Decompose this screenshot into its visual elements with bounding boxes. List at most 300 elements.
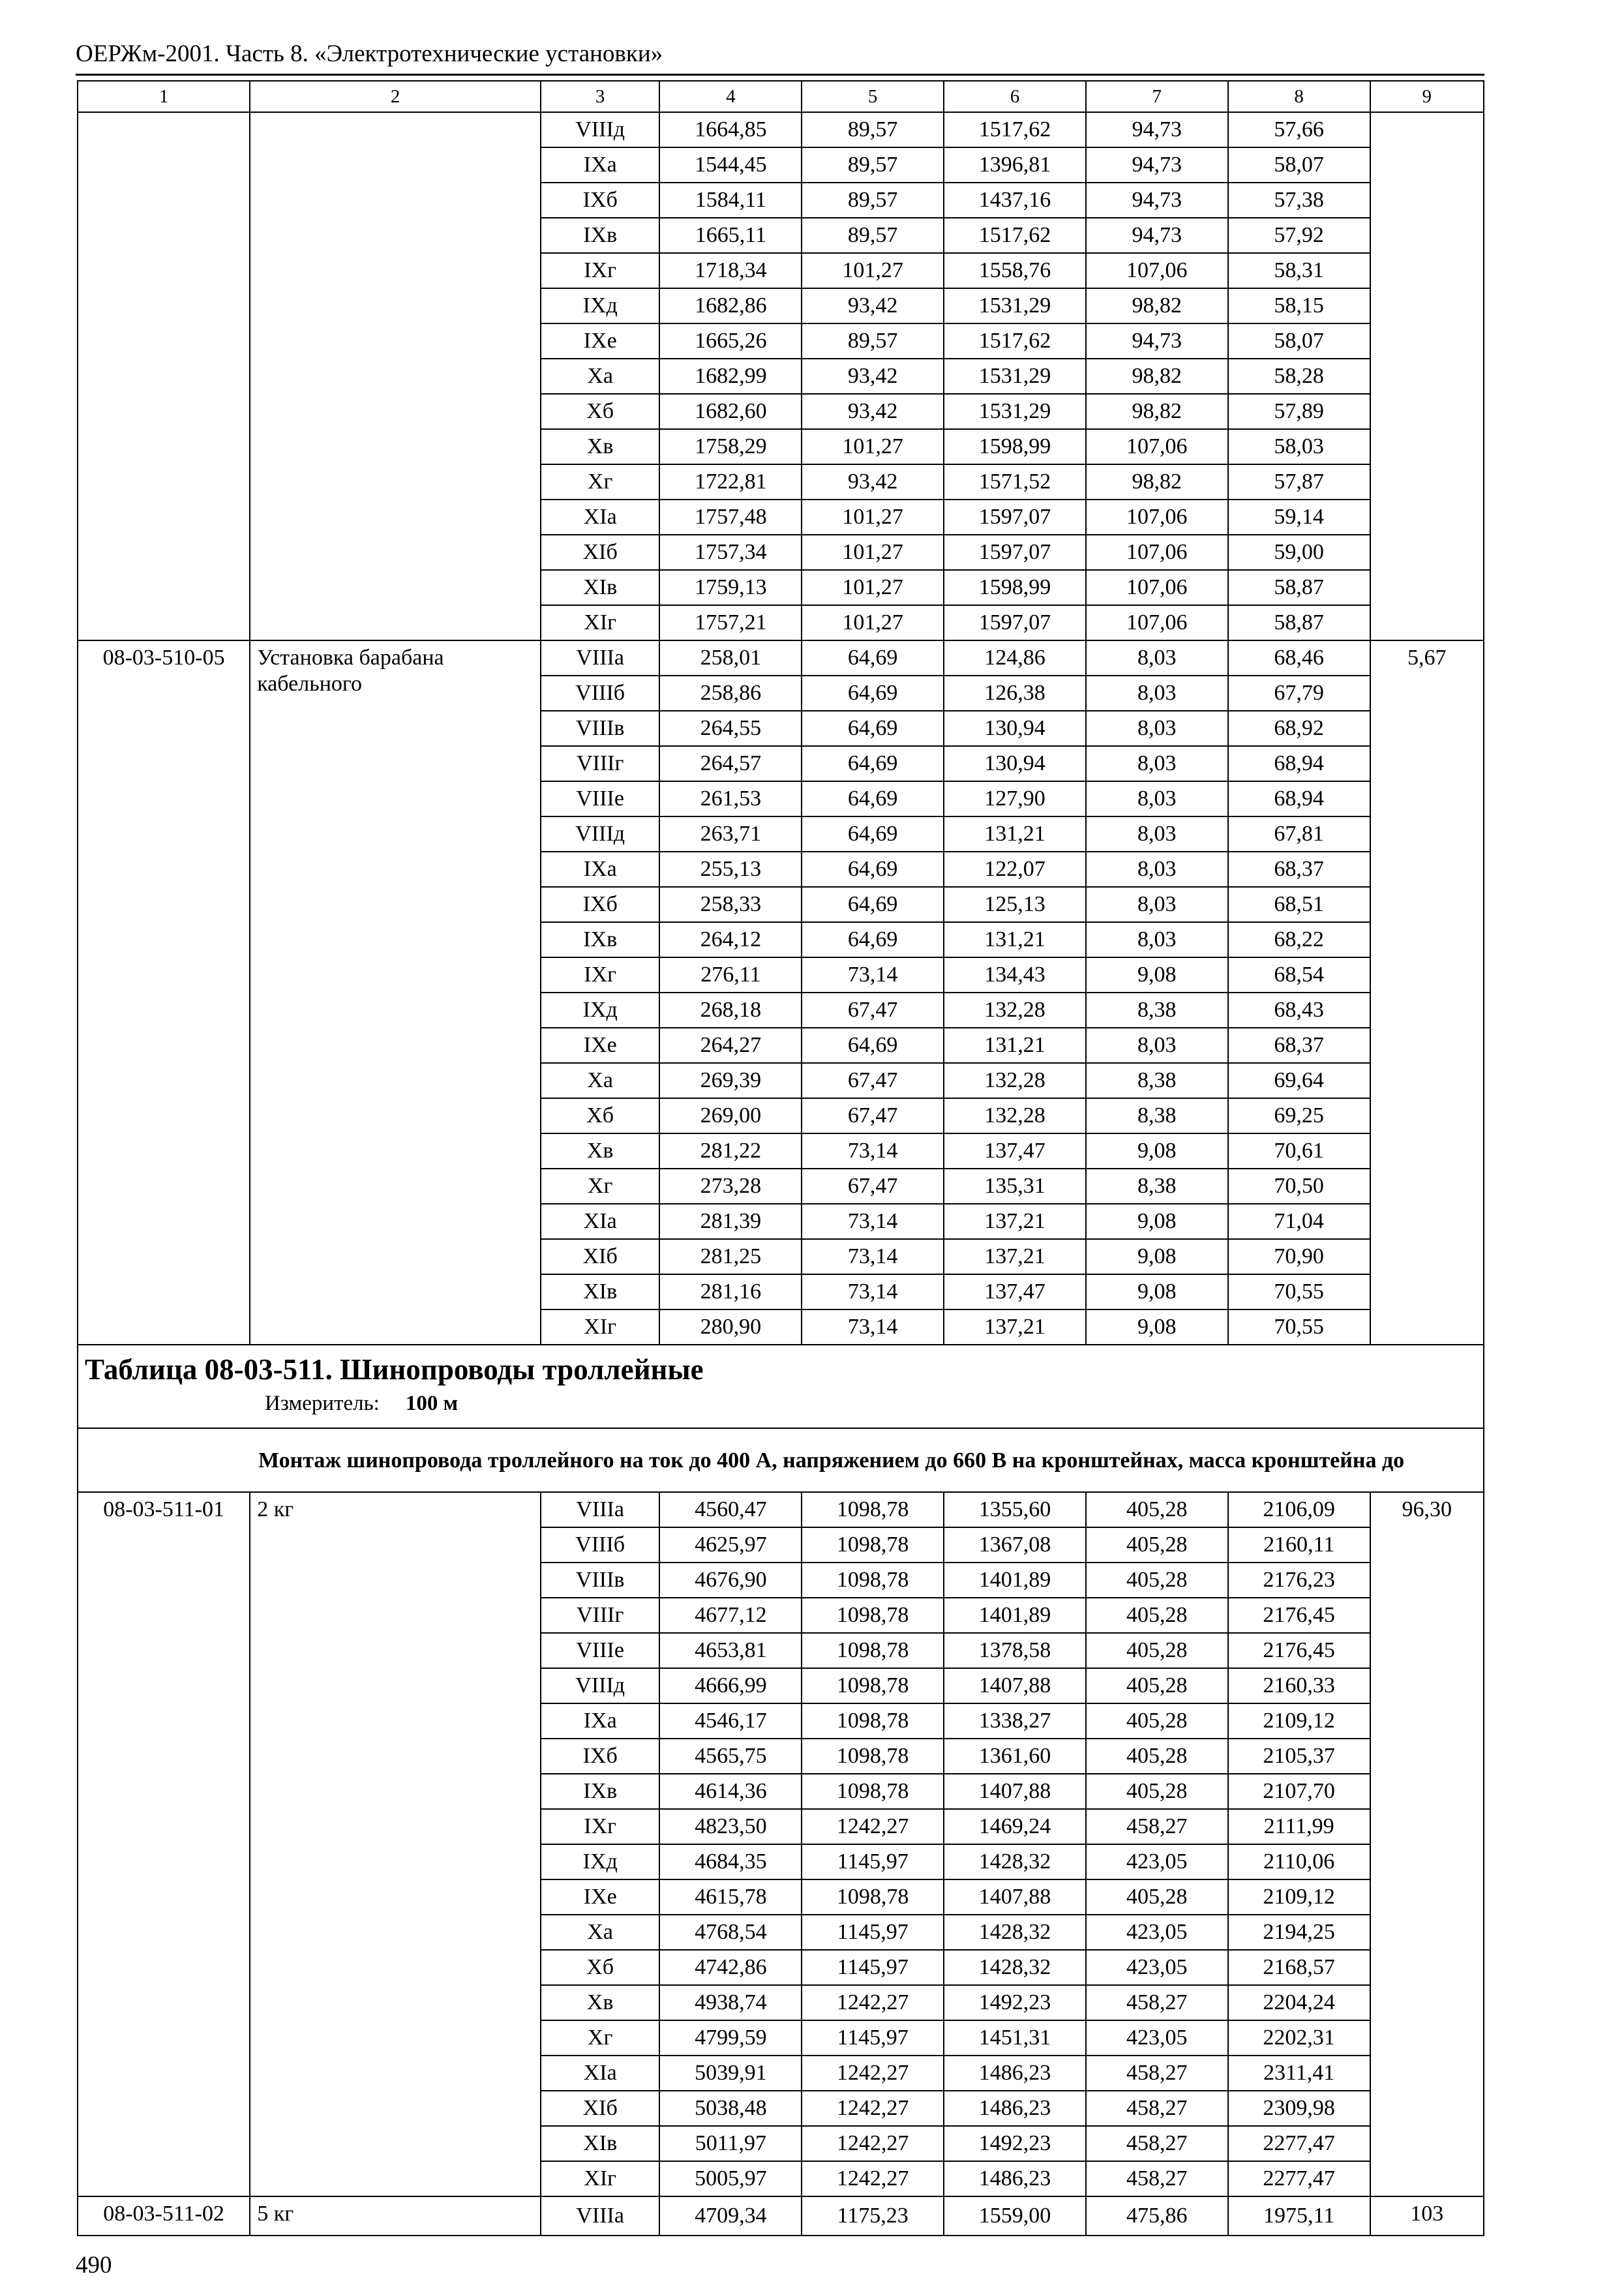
value-cell: 405,28 (1086, 1774, 1228, 1809)
page-title: ОЕРЖм-2001. Часть 8. «Электротехнические установки» (76, 40, 663, 67)
zone-cell: VIIIа (541, 1492, 660, 1527)
column-number-row (78, 81, 1484, 112)
zone-cell: Xб (541, 394, 660, 429)
zone-cell: IXа (541, 1703, 660, 1739)
value-cell: 58,15 (1228, 288, 1370, 323)
value-cell: 101,27 (802, 605, 944, 640)
value-cell: 458,27 (1086, 2161, 1228, 2196)
value-cell: 64,69 (802, 676, 944, 711)
zone-cell: VIIIг (541, 746, 660, 781)
column-number: 2 (250, 81, 541, 112)
value-cell: 281,39 (659, 1204, 802, 1239)
value-cell: 73,14 (802, 957, 944, 993)
value-cell: 255,13 (659, 852, 802, 887)
zone-cell: Xа (541, 359, 660, 394)
value-cell: 57,38 (1228, 183, 1370, 218)
column-number: 1 (78, 81, 250, 112)
value-cell: 59,14 (1228, 500, 1370, 535)
value-cell: 69,25 (1228, 1098, 1370, 1133)
value-cell: 1682,99 (659, 359, 802, 394)
value-cell: 94,73 (1086, 218, 1228, 253)
value-cell: 405,28 (1086, 1633, 1228, 1668)
zone-cell: XIа (541, 1204, 660, 1239)
value-cell: 58,87 (1228, 605, 1370, 640)
value-cell: 57,87 (1228, 464, 1370, 500)
value-cell: 4546,17 (659, 1703, 802, 1739)
value-cell: 8,03 (1086, 816, 1228, 852)
zone-cell: IXв (541, 922, 660, 957)
row-code: 08-03-510-05 (78, 640, 250, 1345)
zone-cell: VIIIб (541, 1527, 660, 1563)
zone-cell: IXг (541, 1809, 660, 1844)
value-cell: 1718,34 (659, 253, 802, 288)
value-cell: 8,03 (1086, 922, 1228, 957)
zone-cell: IXе (541, 323, 660, 359)
zone-cell: IXв (541, 1774, 660, 1809)
value-cell: 1145,97 (802, 1915, 944, 1950)
value-cell: 107,06 (1086, 570, 1228, 605)
value-cell: 57,66 (1228, 112, 1370, 147)
column-number: 8 (1228, 81, 1370, 112)
zone-cell: XIв (541, 1274, 660, 1309)
value-cell: 458,27 (1086, 2056, 1228, 2091)
value-cell: 1682,60 (659, 394, 802, 429)
value-cell: 107,06 (1086, 535, 1228, 570)
value-cell: 1428,32 (944, 1844, 1086, 1879)
table-section-heading (78, 1345, 1484, 1428)
zone-cell: IXв (541, 218, 660, 253)
zone-cell: XIг (541, 1309, 660, 1345)
value-cell: 122,07 (944, 852, 1086, 887)
value-cell: 1757,48 (659, 500, 802, 535)
value-cell: 98,82 (1086, 359, 1228, 394)
value-cell: 1722,81 (659, 464, 802, 500)
value-cell: 130,94 (944, 711, 1086, 746)
zone-cell: Xв (541, 1133, 660, 1169)
value-cell: 1355,60 (944, 1492, 1086, 1527)
value-cell: 70,61 (1228, 1133, 1370, 1169)
value-cell: 261,53 (659, 781, 802, 816)
value-cell: 9,08 (1086, 1274, 1228, 1309)
col9-cell: 5,67 (1370, 640, 1484, 1345)
zone-cell: XIа (541, 2056, 660, 2091)
value-cell: 1098,78 (802, 1774, 944, 1809)
value-cell: 405,28 (1086, 1703, 1228, 1739)
title-rule (76, 74, 1484, 76)
zone-cell: Xа (541, 1915, 660, 1950)
value-cell: 94,73 (1086, 112, 1228, 147)
value-cell: 8,03 (1086, 852, 1228, 887)
value-cell: 9,08 (1086, 957, 1228, 993)
value-cell: 70,55 (1228, 1274, 1370, 1309)
value-cell: 127,90 (944, 781, 1086, 816)
value-cell: 68,22 (1228, 922, 1370, 957)
value-cell: 423,05 (1086, 1950, 1228, 1985)
value-cell: 1098,78 (802, 1703, 944, 1739)
value-cell: 1098,78 (802, 1527, 944, 1563)
row-code (78, 112, 250, 640)
value-cell: 1098,78 (802, 1739, 944, 1774)
zone-cell: VIIIб (541, 676, 660, 711)
zone-cell: XIб (541, 1239, 660, 1274)
value-cell: 2110,06 (1228, 1844, 1370, 1879)
value-cell: 1098,78 (802, 1598, 944, 1633)
value-cell: 2160,33 (1228, 1668, 1370, 1703)
value-cell: 8,03 (1086, 781, 1228, 816)
value-cell: 93,42 (802, 359, 944, 394)
value-cell: 264,27 (659, 1028, 802, 1063)
table-meter (85, 1388, 1475, 1418)
value-cell: 134,43 (944, 957, 1086, 993)
value-cell: 423,05 (1086, 2020, 1228, 2056)
value-cell: 458,27 (1086, 1985, 1228, 2020)
value-cell: 1401,89 (944, 1598, 1086, 1633)
value-cell: 458,27 (1086, 2091, 1228, 2126)
table-row (78, 640, 1484, 676)
value-cell: 4677,12 (659, 1598, 802, 1633)
value-cell: 64,69 (802, 887, 944, 922)
zone-cell: IXг (541, 253, 660, 288)
value-cell: 4823,50 (659, 1809, 802, 1844)
value-cell: 2109,12 (1228, 1879, 1370, 1915)
value-cell: 68,92 (1228, 711, 1370, 746)
value-cell: 137,47 (944, 1133, 1086, 1169)
zone-cell: IXг (541, 957, 660, 993)
value-cell: 1378,58 (944, 1633, 1086, 1668)
value-cell: 98,82 (1086, 464, 1228, 500)
value-cell: 268,18 (659, 993, 802, 1028)
value-cell: 4684,35 (659, 1844, 802, 1879)
zone-cell: IXб (541, 887, 660, 922)
value-cell: 8,03 (1086, 640, 1228, 676)
value-cell: 1682,86 (659, 288, 802, 323)
value-cell: 107,06 (1086, 253, 1228, 288)
value-cell: 93,42 (802, 394, 944, 429)
column-number: 7 (1086, 81, 1228, 112)
value-cell: 64,69 (802, 816, 944, 852)
value-cell: 405,28 (1086, 1492, 1228, 1527)
value-cell: 70,55 (1228, 1309, 1370, 1345)
value-cell: 4625,97 (659, 1527, 802, 1563)
value-cell: 1428,32 (944, 1950, 1086, 1985)
value-cell: 73,14 (802, 1133, 944, 1169)
zone-cell: VIIIд (541, 112, 660, 147)
value-cell: 93,42 (802, 464, 944, 500)
zone-cell: Xг (541, 464, 660, 500)
value-cell: 4676,90 (659, 1563, 802, 1598)
column-number: 9 (1370, 81, 1484, 112)
value-cell: 137,47 (944, 1274, 1086, 1309)
value-cell: 69,64 (1228, 1063, 1370, 1098)
value-cell: 68,54 (1228, 957, 1370, 993)
value-cell: 64,69 (802, 852, 944, 887)
value-cell: 8,38 (1086, 1063, 1228, 1098)
value-cell: 58,07 (1228, 323, 1370, 359)
value-cell: 1098,78 (802, 1668, 944, 1703)
value-cell: 1975,11 (1228, 2196, 1370, 2236)
zone-cell: Xв (541, 429, 660, 464)
value-cell: 264,12 (659, 922, 802, 957)
value-cell: 94,73 (1086, 147, 1228, 183)
zone-cell: VIIIд (541, 816, 660, 852)
value-cell: 124,86 (944, 640, 1086, 676)
value-cell: 1145,97 (802, 2020, 944, 2056)
value-cell: 132,28 (944, 993, 1086, 1028)
row-name: 5 кг (250, 2196, 541, 2236)
value-cell: 423,05 (1086, 1915, 1228, 1950)
value-cell: 98,82 (1086, 288, 1228, 323)
value-cell: 1486,23 (944, 2161, 1086, 2196)
value-cell: 8,38 (1086, 1169, 1228, 1204)
value-cell: 101,27 (802, 535, 944, 570)
zone-cell: VIIIд (541, 1668, 660, 1703)
value-cell: 58,87 (1228, 570, 1370, 605)
value-cell: 101,27 (802, 500, 944, 535)
value-cell: 68,46 (1228, 640, 1370, 676)
value-cell: 405,28 (1086, 1739, 1228, 1774)
value-cell: 423,05 (1086, 1844, 1228, 1879)
subheading: Монтаж шинопровода троллейного на ток до 400 А, напряжением до 660 В на кронштейнах, масса кронштейна до (78, 1428, 1484, 1492)
value-cell: 1401,89 (944, 1563, 1086, 1598)
value-cell: 9,08 (1086, 1309, 1228, 1345)
value-cell: 89,57 (802, 112, 944, 147)
zone-cell: XIг (541, 605, 660, 640)
value-cell: 132,28 (944, 1098, 1086, 1133)
value-cell: 137,21 (944, 1309, 1086, 1345)
value-cell: 1098,78 (802, 1879, 944, 1915)
value-cell: 1407,88 (944, 1774, 1086, 1809)
value-cell: 64,69 (802, 711, 944, 746)
value-cell: 4799,59 (659, 2020, 802, 2056)
value-cell: 71,04 (1228, 1204, 1370, 1239)
value-cell: 89,57 (802, 147, 944, 183)
value-cell: 58,28 (1228, 359, 1370, 394)
value-cell: 405,28 (1086, 1527, 1228, 1563)
zone-cell: Xг (541, 2020, 660, 2056)
value-cell: 263,71 (659, 816, 802, 852)
value-cell: 73,14 (802, 1204, 944, 1239)
value-cell: 5011,97 (659, 2126, 802, 2161)
value-cell: 258,01 (659, 640, 802, 676)
value-cell: 281,16 (659, 1274, 802, 1309)
value-cell: 67,47 (802, 1169, 944, 1204)
table-title: Таблица 08-03-511. Шинопроводы троллейные (85, 1353, 704, 1386)
col9-cell (1370, 112, 1484, 640)
zone-cell: IXд (541, 1844, 660, 1879)
value-cell: 4653,81 (659, 1633, 802, 1668)
value-cell: 64,69 (802, 922, 944, 957)
value-cell: 1665,11 (659, 218, 802, 253)
zone-cell: IXе (541, 1879, 660, 1915)
value-cell: 2106,09 (1228, 1492, 1370, 1527)
value-cell: 1098,78 (802, 1563, 944, 1598)
value-cell: 1338,27 (944, 1703, 1086, 1739)
price-table (77, 80, 1484, 2236)
value-cell: 4742,86 (659, 1950, 802, 1985)
value-cell: 2202,31 (1228, 2020, 1370, 2056)
value-cell: 107,06 (1086, 429, 1228, 464)
value-cell: 57,92 (1228, 218, 1370, 253)
value-cell: 2160,11 (1228, 1527, 1370, 1563)
value-cell: 1367,08 (944, 1527, 1086, 1563)
value-cell: 125,13 (944, 887, 1086, 922)
zone-cell: IXд (541, 288, 660, 323)
value-cell: 58,31 (1228, 253, 1370, 288)
value-cell: 73,14 (802, 1309, 944, 1345)
zone-cell: XIг (541, 2161, 660, 2196)
value-cell: 2277,47 (1228, 2161, 1370, 2196)
value-cell: 1571,52 (944, 464, 1086, 500)
value-cell: 1486,23 (944, 2091, 1086, 2126)
zone-cell: XIа (541, 500, 660, 535)
value-cell: 1242,27 (802, 2126, 944, 2161)
value-cell: 1407,88 (944, 1668, 1086, 1703)
zone-cell: IXе (541, 1028, 660, 1063)
value-cell: 1558,76 (944, 253, 1086, 288)
value-cell: 2176,45 (1228, 1633, 1370, 1668)
value-cell: 9,08 (1086, 1133, 1228, 1169)
column-number: 6 (944, 81, 1086, 112)
zone-cell: IXд (541, 993, 660, 1028)
value-cell: 8,03 (1086, 887, 1228, 922)
row-code: 08-03-511-01 (78, 1492, 250, 2196)
zone-cell: VIIIе (541, 1633, 660, 1668)
zone-cell: Xа (541, 1063, 660, 1098)
value-cell: 1531,29 (944, 359, 1086, 394)
value-cell: 1757,34 (659, 535, 802, 570)
value-cell: 64,69 (802, 640, 944, 676)
value-cell: 130,94 (944, 746, 1086, 781)
value-cell: 2168,57 (1228, 1950, 1370, 1985)
column-number: 5 (802, 81, 944, 112)
value-cell: 59,00 (1228, 535, 1370, 570)
value-cell: 64,69 (802, 746, 944, 781)
col9-cell: 103 (1370, 2196, 1484, 2236)
value-cell: 89,57 (802, 183, 944, 218)
value-cell: 126,38 (944, 676, 1086, 711)
value-cell: 67,47 (802, 1063, 944, 1098)
value-cell: 1098,78 (802, 1492, 944, 1527)
column-number: 3 (541, 81, 660, 112)
table-row (78, 2196, 1484, 2236)
value-cell: 2194,25 (1228, 1915, 1370, 1950)
value-cell: 4938,74 (659, 1985, 802, 2020)
value-cell: 2109,12 (1228, 1703, 1370, 1739)
value-cell: 1145,97 (802, 1844, 944, 1879)
value-cell: 264,57 (659, 746, 802, 781)
zone-cell: Xг (541, 1169, 660, 1204)
value-cell: 68,51 (1228, 887, 1370, 922)
value-cell: 70,50 (1228, 1169, 1370, 1204)
value-cell: 1531,29 (944, 394, 1086, 429)
value-cell: 1517,62 (944, 218, 1086, 253)
value-cell: 1759,13 (659, 570, 802, 605)
zone-cell: XIв (541, 570, 660, 605)
value-cell: 8,38 (1086, 1098, 1228, 1133)
value-cell: 280,90 (659, 1309, 802, 1345)
value-cell: 1757,21 (659, 605, 802, 640)
value-cell: 101,27 (802, 429, 944, 464)
table-section-row (78, 1345, 1484, 1428)
zone-cell: XIб (541, 2091, 660, 2126)
value-cell: 107,06 (1086, 605, 1228, 640)
subheading-row (78, 1428, 1484, 1492)
value-cell: 2311,41 (1228, 2056, 1370, 2091)
value-cell: 64,69 (802, 781, 944, 816)
value-cell: 4768,54 (659, 1915, 802, 1950)
value-cell: 281,25 (659, 1239, 802, 1274)
value-cell: 1492,23 (944, 2126, 1086, 2161)
value-cell: 1098,78 (802, 1633, 944, 1668)
value-cell: 67,47 (802, 1098, 944, 1133)
value-cell: 101,27 (802, 570, 944, 605)
value-cell: 2107,70 (1228, 1774, 1370, 1809)
value-cell: 2176,45 (1228, 1598, 1370, 1633)
zone-cell: VIIIа (541, 2196, 660, 2236)
value-cell: 58,03 (1228, 429, 1370, 464)
value-cell: 5038,48 (659, 2091, 802, 2126)
value-cell: 1517,62 (944, 112, 1086, 147)
value-cell: 1361,60 (944, 1739, 1086, 1774)
value-cell: 67,47 (802, 993, 944, 1028)
value-cell: 73,14 (802, 1274, 944, 1309)
column-number: 4 (659, 81, 802, 112)
value-cell: 273,28 (659, 1169, 802, 1204)
zone-cell: VIIIе (541, 781, 660, 816)
value-cell: 405,28 (1086, 1598, 1228, 1633)
value-cell: 2176,23 (1228, 1563, 1370, 1598)
value-cell: 57,89 (1228, 394, 1370, 429)
value-cell: 1559,00 (944, 2196, 1086, 2236)
value-cell: 1597,07 (944, 605, 1086, 640)
value-cell: 131,21 (944, 1028, 1086, 1063)
value-cell: 1242,27 (802, 1809, 944, 1844)
zone-cell: IXб (541, 1739, 660, 1774)
value-cell: 137,21 (944, 1204, 1086, 1239)
value-cell: 8,03 (1086, 711, 1228, 746)
value-cell: 1544,45 (659, 147, 802, 183)
value-cell: 2105,37 (1228, 1739, 1370, 1774)
value-cell: 2309,98 (1228, 2091, 1370, 2126)
value-cell: 93,42 (802, 288, 944, 323)
value-cell: 1242,27 (802, 2161, 944, 2196)
zone-cell: IXа (541, 147, 660, 183)
value-cell: 475,86 (1086, 2196, 1228, 2236)
value-cell: 131,21 (944, 922, 1086, 957)
value-cell: 8,03 (1086, 676, 1228, 711)
zone-cell: Xв (541, 1985, 660, 2020)
value-cell: 4615,78 (659, 1879, 802, 1915)
value-cell: 67,81 (1228, 816, 1370, 852)
value-cell: 9,08 (1086, 1239, 1228, 1274)
value-cell: 405,28 (1086, 1563, 1228, 1598)
value-cell: 1492,23 (944, 1985, 1086, 2020)
value-cell: 269,00 (659, 1098, 802, 1133)
value-cell: 1242,27 (802, 2056, 944, 2091)
value-cell: 1145,97 (802, 1950, 944, 1985)
zone-cell: VIIIа (541, 640, 660, 676)
value-cell: 68,94 (1228, 746, 1370, 781)
value-cell: 1428,32 (944, 1915, 1086, 1950)
meter-label: Измеритель: (265, 1392, 380, 1415)
value-cell: 1437,16 (944, 183, 1086, 218)
value-cell: 405,28 (1086, 1879, 1228, 1915)
zone-cell: XIв (541, 2126, 660, 2161)
value-cell: 1597,07 (944, 535, 1086, 570)
value-cell: 107,06 (1086, 500, 1228, 535)
value-cell: 4666,99 (659, 1668, 802, 1703)
value-cell: 89,57 (802, 218, 944, 253)
